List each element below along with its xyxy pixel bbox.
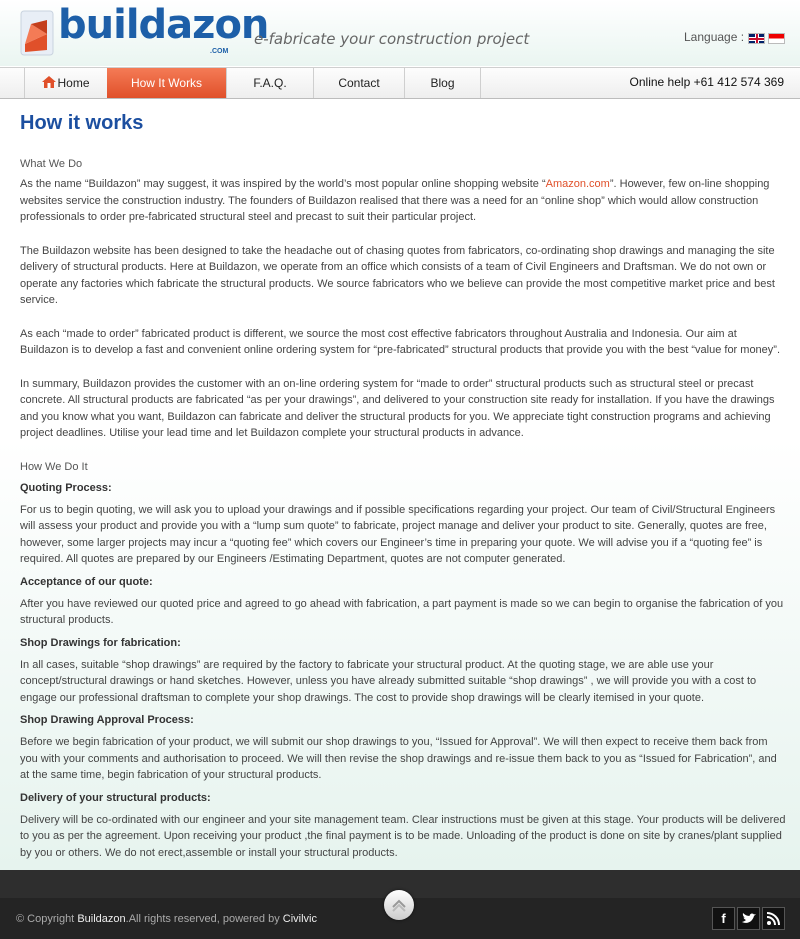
step-title: Shop Drawings for fabrication: xyxy=(20,636,181,649)
step-title: Delivery of your structural products: xyxy=(20,791,211,804)
website-paragraph: The Buildazon website has been designed to take the headache out of chasing quotes from fabricators, co-ordinating shop drawings and managing the site delivery of structural products. Here at Buildazon, we operate from an office which consists of a team of Civil Engineers and Draftsman. We do not own or operate any factories which fabricate the structural products. We source fabricators who we believe can provide the most competitive market price and best service. xyxy=(20,244,775,306)
section-heading-how-we-do-it: How We Do It xyxy=(20,460,88,473)
site-header xyxy=(0,0,800,66)
site-footer xyxy=(0,870,800,939)
facebook-icon[interactable]: f xyxy=(712,907,735,930)
nav-faq[interactable]: F.A.Q. xyxy=(227,68,314,98)
nav-home[interactable] xyxy=(24,68,108,98)
nav-blog[interactable]: Blog xyxy=(405,68,481,98)
section-heading-what-we-do: What We Do xyxy=(20,158,83,170)
twitter-bird-icon xyxy=(738,908,759,929)
twitter-icon[interactable] xyxy=(737,907,760,930)
nav-how-it-works[interactable]: How It Works xyxy=(107,68,227,98)
site-logo[interactable] xyxy=(20,2,269,62)
step-text: After you have reviewed our quoted price and agreed to go ahead with fabrication, a part payment is made so we can begin to organise the fabrication of you structural products. xyxy=(20,597,784,626)
copyright xyxy=(16,913,317,925)
logo-wordmark: buildazon xyxy=(58,2,269,48)
rss-feed-icon xyxy=(763,908,784,929)
rss-icon[interactable] xyxy=(762,907,785,930)
copyright-brand-link[interactable]: Buildazon xyxy=(77,913,126,925)
indonesia-flag-icon[interactable] xyxy=(768,33,785,44)
intro-paragraph xyxy=(20,176,788,226)
logo-suffix: .COM xyxy=(210,48,229,55)
tagline: e-fabricate your construction project xyxy=(254,30,530,48)
summary-paragraph: In summary, Buildazon provides the customer with an on-line ordering system for “made to order” structural products such as structural steel or precast concrete. All structural products are fabricated “as per your drawings”, and delivered to your construction site ready for installation. If you have the drawings and you know what you want, Buildazon can fabricate and deliver the structural products for you. We appreciate tight construction programs and achieving project deadlines. Utilise your lead time and let Buildazon complete your structural products in advance. xyxy=(20,377,775,439)
amazon-link[interactable]: Amazon.com xyxy=(545,178,610,190)
copyright-prefix: © Copyright xyxy=(16,913,75,925)
uk-flag-icon[interactable] xyxy=(748,33,765,44)
sourcing-paragraph: As each “made to order” fabricated product is different, we source the most cost effective fabricators throughout Australia and Indonesia. Our aim at Buildazon is to develop a fast and convenient online ordering system for “pre-fabricated” structural products that provide you with the best “value for money”. xyxy=(20,327,781,356)
scroll-to-top-button[interactable] xyxy=(384,890,414,920)
step-title: Acceptance of our quote: xyxy=(20,575,153,588)
intro-text-end: ”. However, few on-line shopping websites service the construction industry. The founders of Buildazon realised that there was a need for an “online shop” which would allow construction professionals to order pre-fabricated structural steel and precast to suit their particular project. xyxy=(20,178,770,223)
step-text: Delivery will be co-ordinated with our engineer and your site management team. Clear instructions must be given at this stage. Your products will be delivered to you as per the agreement. Upon receiving your product ,the final payment is to be made. Unloading of the product is done on site by cranes/plant supplied by you or others. We do not erect,assemble or install your structural products. xyxy=(20,813,786,859)
step-title: Quoting Process: xyxy=(20,481,112,494)
powered-by-link[interactable]: Civilvic xyxy=(282,913,318,925)
language-label: Language : xyxy=(684,30,745,44)
copyright-rights: .All rights reserved, powered by xyxy=(125,913,280,925)
step-title: Shop Drawing Approval Process: xyxy=(20,714,194,726)
main-nav xyxy=(0,67,800,99)
main-content xyxy=(20,110,788,861)
nav-home-label: Home xyxy=(57,76,90,90)
chevron-up-icon xyxy=(384,890,414,920)
step-text: For us to begin quoting, we will ask you to upload your drawings and if possible specifications regarding your project. Our team of Civil/Structural Engineers will assess your product and provide you with a “lump sum quote” to fabricate, project manage and deliver your product to site. Generally, quotes are free, however, some larger projects may incur a “quoting fee” which covers our Engineer’s time in preparing your quote. We will advise you if a “quoting fee” is required. All quotes are prepared by our Engineers /Estimating Department, quotes are not computer generated. xyxy=(20,503,776,565)
logo-box-icon xyxy=(20,10,54,56)
step-text: In all cases, suitable “shop drawings” are required by the factory to fabricate your structural product. At the quoting stage, we are able use your concept/structural drawings or hand sketches. However, unless you have already submitted suitable “shop drawings” , we will provide you with a cost to engage our professional draftsman to complete your shop drawings. The cost to provide shop drawings will be clearly itemised in your quote. xyxy=(20,658,757,704)
home-icon xyxy=(42,76,56,88)
step-text: Before we begin fabrication of your product, we will submit our shop drawings to you, “Issued for Approval”. We will then expect to receive them back from you with your comments and authorisation to proceed. We will then revise the shop drawings and re-issue them back to you as “Issued for Fabrication”, and at the same time, begin fabrication of your structural products. xyxy=(20,736,777,781)
intro-text-start: As the name “Buildazon” may suggest, it was inspired by the world’s most popular online shopping website “ xyxy=(20,178,546,190)
page-title: How it works xyxy=(20,112,144,134)
online-help: Online help +61 412 574 369 xyxy=(629,75,784,89)
nav-contact[interactable]: Contact xyxy=(314,68,405,98)
